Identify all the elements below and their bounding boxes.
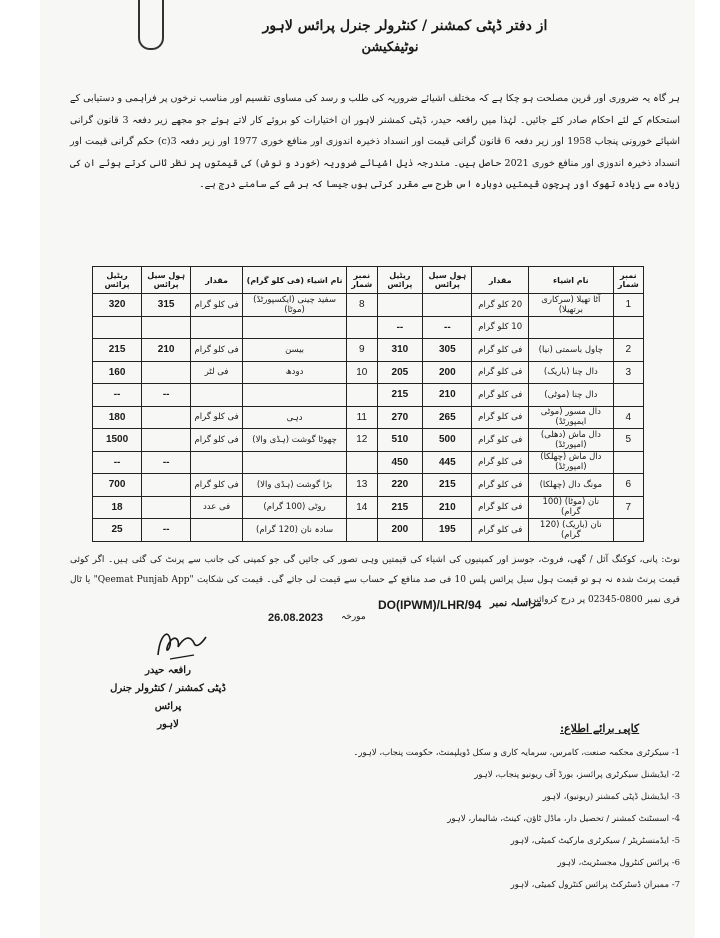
table-cell-item-2: [243, 451, 347, 474]
copy-to-item: 5- ایڈمنسٹریٹر / سیکرٹری مارکیٹ کمیٹی، لاہور: [510, 836, 680, 846]
table-cell-serial: 1: [613, 294, 643, 317]
table-cell-wholesale-2: [142, 429, 191, 452]
table-cell-item-2: سادہ نان (120 گرام): [243, 519, 347, 542]
table-cell-serial: [613, 384, 643, 407]
price-table: [92, 266, 644, 542]
header-serial-2: نمبر شمار: [347, 267, 377, 294]
table-cell-retail-2: 160: [93, 361, 142, 384]
table-cell-quantity: فی کلو گرام: [472, 451, 529, 474]
table-cell-serial: 5: [613, 429, 643, 452]
table-cell-quantity: 10 کلو گرام: [472, 316, 529, 339]
table-cell-serial-2: 11: [347, 406, 377, 429]
issue-date: 26.08.2023: [268, 612, 324, 624]
dispatch-number: DO(IPWM)/LHR/94: [378, 598, 482, 612]
table-cell-serial: 7: [613, 496, 643, 519]
table-cell-serial-2: 9: [347, 339, 377, 362]
table-row: [93, 496, 644, 519]
header-wholesale: ہول سیل پرائس: [423, 267, 472, 294]
table-cell-serial-2: 8: [347, 294, 377, 317]
table-row: [93, 519, 644, 542]
table-cell-retail-2: --: [93, 384, 142, 407]
table-cell-item-2: چھوٹا گوشت (ہڈی والا): [243, 429, 347, 452]
table-cell-retail-2: 700: [93, 474, 142, 497]
table-cell-retail: --: [377, 316, 423, 339]
handwritten-signature: [150, 625, 210, 665]
table-cell-quantity: فی کلو گرام: [472, 519, 529, 542]
copy-to-item: 6- پرائس کنٹرول مجسٹریٹ، لاہور: [557, 858, 680, 868]
table-cell-wholesale-2: --: [142, 384, 191, 407]
table-cell-quantity-2: [191, 384, 243, 407]
table-cell-wholesale-2: 210: [142, 339, 191, 362]
table-cell-wholesale: 200: [423, 361, 472, 384]
table-cell-item: [529, 316, 614, 339]
office-heading: از دفتر ڈپٹی کمشنر / کنٹرولر جنرل پرائس لاہور: [262, 18, 548, 34]
table-cell-quantity: فی کلو گرام: [472, 361, 529, 384]
table-cell-quantity-2: [191, 451, 243, 474]
date-label: مورخہ: [341, 612, 366, 622]
table-cell-retail: 215: [377, 496, 423, 519]
table-cell-quantity-2: فی کلو گرام: [191, 294, 243, 317]
copy-to-list: [300, 742, 680, 896]
header-quantity-2: مقدار: [191, 267, 243, 294]
paper-clip-mark: [138, 0, 164, 50]
table-cell-quantity: 20 کلو گرام: [472, 294, 529, 317]
table-cell-item-2: دودھ: [243, 361, 347, 384]
table-cell-serial-2: [347, 519, 377, 542]
table-cell-serial-2: [347, 316, 377, 339]
table-cell-wholesale: 210: [423, 384, 472, 407]
table-cell-item-2: سفید چینی (ایکسپورٹڈ) (موٹا): [243, 294, 347, 317]
table-cell-retail-2: 215: [93, 339, 142, 362]
table-cell-retail-2: 320: [93, 294, 142, 317]
table-cell-wholesale: 195: [423, 519, 472, 542]
table-cell-item: دال ماش (چھلکا) (امپورٹڈ): [529, 451, 614, 474]
table-cell-retail: 220: [377, 474, 423, 497]
intro-paragraph: ہر گاہ یہ ضروری اور قرین مصلحت ہو چکا ہے کہ مختلف اشیائے ضروریہ کی طلب و رسد کی مساوی تقسیم اور مناسب نرخوں پر فراہمی و دستیابی کے استحکام کے لئے احکام صادر کئے جائیں۔ لہٰذا میں رافعہ حیدر، ڈپٹی کمشنر لاہور ان اختیارات کو بروئے کار لاتے ہوئے جو مجھے زیر دفعہ 3 قانون گرانی اشیائے خورونی پنجاب 1958 اور زیر دفعہ 6 قانون گرانی قیمت اور انسداد ذخیرہ اندوزی اور منافع خوری 1977 اور زیر دفعہ 3(c) حکم گرانی قیمت اور انسداد ذخیرہ اندوزی اور منافع خوری 2021 حاصل ہیں۔ مندرجہ ذیل اشیائے ضروریہ (خورد و نوش) کی قیمتوں پر نظر ثانی کرتے ہوئے ان کی زیادہ سے زیادہ تھوک اور پرچون قیمتیں دوبارہ اس طرح سے مقرر کرتی ہوں جیسا کہ ہر شے کے سامنے درج ہے۔: [70, 93, 680, 190]
table-cell-wholesale-2: --: [142, 451, 191, 474]
table-cell-quantity-2: فی کلو گرام: [191, 406, 243, 429]
signatory-name: رافعہ حیدر: [145, 665, 191, 676]
table-cell-quantity-2: [191, 316, 243, 339]
signatory-city: لاہور: [157, 719, 179, 730]
header-retail: ریٹیل پرائس: [377, 267, 423, 294]
header-retail-2: ریٹیل پرائس: [93, 267, 142, 294]
table-cell-wholesale-2: [142, 474, 191, 497]
table-cell-retail: 510: [377, 429, 423, 452]
note-paragraph: نوٹ: پانی، کوکنگ آئل / گھی، فروٹ، جوسز اور کمپنیوں کی اشیاء کی قیمتیں وہی تصور کی جائیں گی جو کمپنی کی جانب سے پرنٹ کی گئی ہیں۔ اگر کوئی قیمت پرنٹ شدہ نہ ہو تو قیمت ہول سیل پرائس پلس 10 فی صد منافع کے حساب سے قیمت لی جائے گی۔ قیمت کی شکایت "Qeemat Punjab App" یا ٹال فری نمبر 0800-02345 پر درج کروائیں۔: [70, 555, 680, 605]
table-cell-wholesale: --: [423, 316, 472, 339]
table-cell-wholesale: 210: [423, 496, 472, 519]
notification-title: نوٹیفکیشن: [361, 40, 419, 55]
table-row: [93, 429, 644, 452]
table-cell-retail: 215: [377, 384, 423, 407]
table-row: [93, 406, 644, 429]
table-row: [93, 474, 644, 497]
table-row: [93, 294, 644, 317]
table-row: [93, 339, 644, 362]
table-cell-quantity-2: فی کلو گرام: [191, 474, 243, 497]
table-row: [93, 384, 644, 407]
table-cell-retail-2: --: [93, 451, 142, 474]
signatory-designation: ڈپٹی کمشنر / کنٹرولر جنرل پرائس: [110, 683, 226, 712]
header-item: نام اشیاء: [529, 267, 614, 294]
table-cell-quantity-2: فی لٹر: [191, 361, 243, 384]
table-cell-retail: 310: [377, 339, 423, 362]
table-cell-retail-2: [93, 316, 142, 339]
table-cell-wholesale: 265: [423, 406, 472, 429]
table-cell-item: دال چنا (موٹی): [529, 384, 614, 407]
table-cell-quantity: فی کلو گرام: [472, 429, 529, 452]
table-cell-retail: 450: [377, 451, 423, 474]
table-cell-serial: [613, 316, 643, 339]
table-cell-item: نان (موٹا) (100 گرام): [529, 496, 614, 519]
copy-to-item: 4- اسسٹنٹ کمشنر / تحصیل دار، ماڈل ٹاؤن، کینٹ، شالیمار، لاہور: [447, 814, 680, 824]
table-cell-serial-2: 12: [347, 429, 377, 452]
table-cell-item: چاول باسمتی (نیا): [529, 339, 614, 362]
copy-to-item: 2- ایڈیشنل سیکرٹری پرائسز، بورڈ آف ریونیو پنجاب، لاہور: [474, 770, 680, 780]
table-row: [93, 361, 644, 384]
table-cell-item-2: [243, 384, 347, 407]
signatory-block: [98, 662, 238, 734]
table-cell-quantity-2: فی کلو گرام: [191, 339, 243, 362]
table-cell-serial: [613, 519, 643, 542]
copy-to-item: 3- ایڈیشنل ڈپٹی کمشنر (ریونیو)، لاہور: [542, 792, 680, 802]
table-cell-quantity: فی کلو گرام: [472, 496, 529, 519]
table-cell-retail-2: 18: [93, 496, 142, 519]
table-cell-retail-2: 180: [93, 406, 142, 429]
table-cell-serial-2: 13: [347, 474, 377, 497]
table-cell-retail: 205: [377, 361, 423, 384]
table-cell-item: دال مسور (موٹی ایمپورٹڈ): [529, 406, 614, 429]
table-cell-quantity-2: فی کلو گرام: [191, 429, 243, 452]
table-cell-serial-2: [347, 451, 377, 474]
table-cell-wholesale: 500: [423, 429, 472, 452]
header-serial: نمبر شمار: [613, 267, 643, 294]
table-cell-item: دال ماش (دھلی) (امپورٹڈ): [529, 429, 614, 452]
table-row: [93, 316, 644, 339]
table-row: [93, 451, 644, 474]
table-cell-wholesale-2: 315: [142, 294, 191, 317]
table-cell-wholesale-2: --: [142, 519, 191, 542]
table-cell-wholesale-2: [142, 361, 191, 384]
table-cell-quantity: فی کلو گرام: [472, 474, 529, 497]
table-cell-retail: 200: [377, 519, 423, 542]
table-cell-serial: 3: [613, 361, 643, 384]
table-cell-serial: [613, 451, 643, 474]
header-wholesale-2: ہول سیل پرائس: [142, 267, 191, 294]
copy-to-item: 1- سیکرٹری محکمہ صنعت، کامرس، سرمایہ کاری و سکل ڈویلپمنٹ، حکومت پنجاب، لاہور۔: [353, 748, 680, 758]
header-quantity: مقدار: [472, 267, 529, 294]
copy-to-item: 7- ممبران ڈسٹرکٹ پرائس کنٹرول کمیٹی، لاہور: [510, 880, 680, 890]
table-header-row: [93, 267, 644, 294]
table-cell-item-2: [243, 316, 347, 339]
table-cell-serial-2: 10: [347, 361, 377, 384]
copy-to-heading: کاپی برائے اطلاع:: [560, 722, 640, 735]
table-cell-item: نان (باریک) (120 گرام): [529, 519, 614, 542]
table-cell-wholesale: 445: [423, 451, 472, 474]
table-cell-wholesale: [423, 294, 472, 317]
table-cell-retail: [377, 294, 423, 317]
table-cell-wholesale-2: [142, 406, 191, 429]
table-cell-retail-2: 1500: [93, 429, 142, 452]
table-cell-serial-2: 14: [347, 496, 377, 519]
table-cell-item: دال چنا (باریک): [529, 361, 614, 384]
header-item-2: نام اشیاء (فی کلو گرام): [243, 267, 347, 294]
table-cell-item: مونگ دال (چھلکا): [529, 474, 614, 497]
table-cell-item-2: بڑا گوشت (ہڈی والا): [243, 474, 347, 497]
table-cell-quantity-2: فی عدد: [191, 496, 243, 519]
table-cell-item: آٹا تھیلا (سرکاری برتھیلا): [529, 294, 614, 317]
table-cell-quantity: فی کلو گرام: [472, 339, 529, 362]
table-cell-retail: 270: [377, 406, 423, 429]
table-cell-serial: 4: [613, 406, 643, 429]
table-cell-retail-2: 25: [93, 519, 142, 542]
table-cell-quantity: فی کلو گرام: [472, 384, 529, 407]
table-cell-wholesale: 215: [423, 474, 472, 497]
table-cell-wholesale-2: [142, 496, 191, 519]
table-cell-quantity-2: [191, 519, 243, 542]
table-cell-wholesale-2: [142, 316, 191, 339]
table-cell-item-2: دہی: [243, 406, 347, 429]
table-cell-serial-2: [347, 384, 377, 407]
table-cell-item-2: بیسن: [243, 339, 347, 362]
table-cell-serial: 2: [613, 339, 643, 362]
dispatch-label: مراسلہ نمبر: [490, 598, 542, 609]
table-cell-quantity: فی کلو گرام: [472, 406, 529, 429]
table-cell-serial: 6: [613, 474, 643, 497]
table-cell-wholesale: 305: [423, 339, 472, 362]
table-cell-item-2: روٹی (100 گرام): [243, 496, 347, 519]
